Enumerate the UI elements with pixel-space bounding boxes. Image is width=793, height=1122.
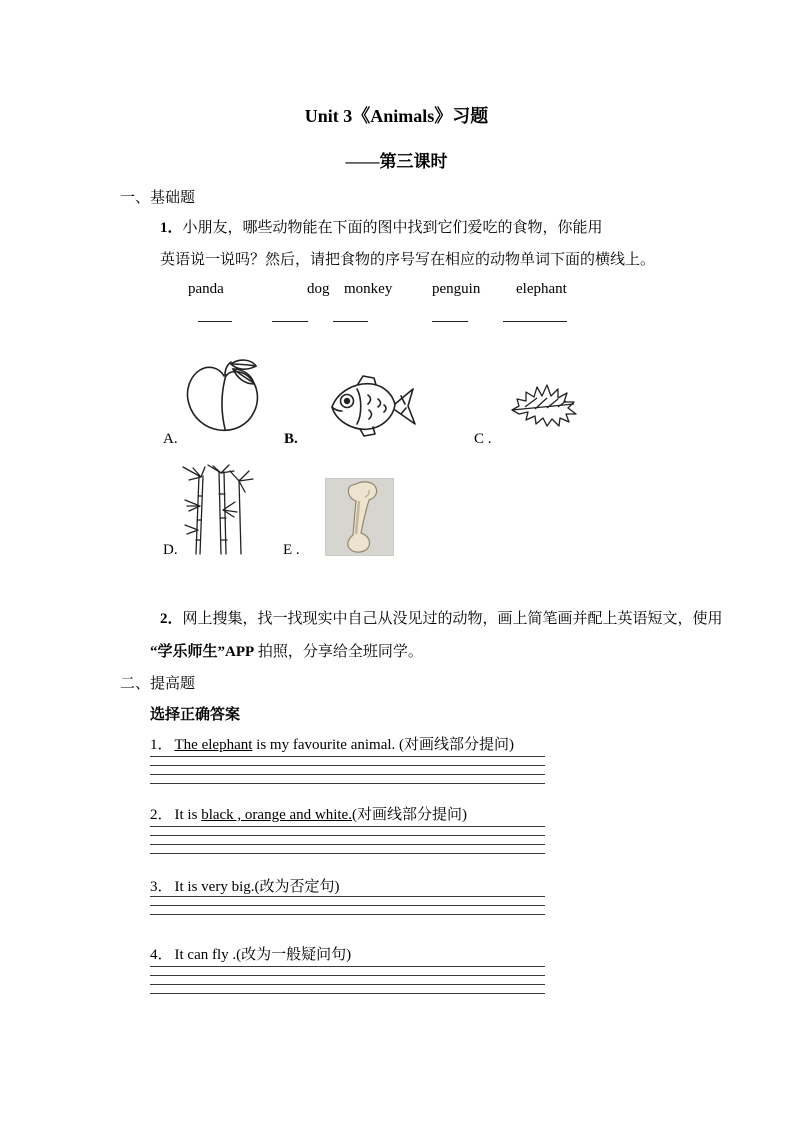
- grammar-question-2-after: (对画线部分提问): [351, 807, 467, 823]
- bone-image: [325, 478, 394, 556]
- grammar-question-3: [150, 875, 340, 896]
- answer-line: [150, 853, 545, 862]
- grammar-question-2-number: 2．: [150, 807, 173, 823]
- fish-image: [326, 374, 418, 440]
- question2-line1-text: 网上搜集，找一找现实中自己从没见过的动物，画上简笔画并配上英语短文，使用: [182, 611, 723, 627]
- question1-line1-text: 小朋友，哪些动物能在下面的图中找到它们爱吃的食物，你能用: [182, 220, 603, 236]
- grammar-question-4-number: 4．: [150, 947, 173, 963]
- doc-subtitle: ——第三课时: [345, 152, 448, 171]
- picture-label-c: C .: [474, 431, 492, 447]
- section2-heading: 二、提高题: [120, 676, 196, 692]
- question1-line2: 英语说一说吗？然后，请把食物的序号写在相应的动物单词下面的横线上。: [160, 252, 656, 268]
- question2-line2: [150, 640, 423, 661]
- answer-line: [150, 896, 545, 905]
- grammar-question-1: [150, 733, 514, 754]
- grammar-question-4: [150, 943, 351, 964]
- answer-line: [150, 783, 545, 792]
- answer-blank-penguin: [432, 308, 468, 322]
- answer-line: [150, 993, 545, 1002]
- question2-number: 2．: [160, 611, 183, 627]
- grammar-question-3-number: 3．: [150, 879, 173, 895]
- answer-blank-dog: [272, 308, 308, 322]
- doc-title: Unit 3《Animals》习题: [304, 106, 489, 126]
- grammar-question-2: [150, 803, 467, 824]
- grammar-question-2-underlined: black , orange and white.: [201, 807, 352, 823]
- answer-line: [150, 914, 545, 923]
- answer-line: [150, 756, 545, 765]
- answer-lines-group-2: [150, 826, 545, 862]
- question2-line2-text: 拍照，分享给全班同学。: [254, 644, 423, 660]
- answer-line: [150, 774, 545, 783]
- section2-subheading: 选择正确答案: [150, 707, 241, 723]
- grammar-question-3-before: It is very big.(改为否定句): [174, 879, 340, 895]
- answer-blank-monkey: [333, 308, 368, 322]
- bamboo-image: [177, 464, 255, 556]
- question1-number: 1．: [160, 220, 183, 236]
- picture-label-d: D.: [163, 542, 178, 558]
- answer-line: [150, 975, 545, 984]
- answer-lines-group-3: [150, 896, 545, 923]
- answer-line: [150, 835, 545, 844]
- section1-heading: 一、基础题: [120, 190, 196, 206]
- grammar-question-4-before: It can fly .(改为一般疑问句): [174, 947, 352, 963]
- answer-line: [150, 905, 545, 914]
- answer-lines-group-1: [150, 756, 545, 792]
- answer-line: [150, 844, 545, 853]
- question1-line1: [160, 216, 603, 237]
- animal-word-elephant: elephant: [516, 281, 567, 297]
- grammar-question-1-number: 1．: [150, 737, 173, 753]
- animal-word-penguin: penguin: [432, 281, 481, 297]
- answer-line: [150, 984, 545, 993]
- question2-app-name: “学乐师生”APP: [150, 644, 255, 660]
- animal-word-monkey: monkey: [344, 281, 393, 297]
- answer-line: [150, 826, 545, 835]
- answer-line: [150, 966, 545, 975]
- answer-blank-elephant: [503, 308, 567, 322]
- grammar-question-2-before: It is: [174, 807, 202, 823]
- question2-line1: [160, 607, 723, 628]
- grammar-question-1-after: is my favourite animal. (对画线部分提问): [252, 737, 515, 753]
- animal-word-panda: panda: [188, 281, 224, 297]
- animal-word-dog: dog: [307, 281, 330, 297]
- picture-label-e: E .: [283, 542, 300, 558]
- picture-label-b: B.: [284, 431, 298, 447]
- answer-blank-panda: [198, 308, 232, 322]
- peach-image: [185, 358, 267, 436]
- grammar-question-1-underlined: The elephant: [174, 737, 253, 753]
- answer-lines-group-4: [150, 966, 545, 1002]
- leaf-image: [511, 381, 579, 428]
- answer-line: [150, 765, 545, 774]
- picture-label-a: A.: [163, 431, 178, 447]
